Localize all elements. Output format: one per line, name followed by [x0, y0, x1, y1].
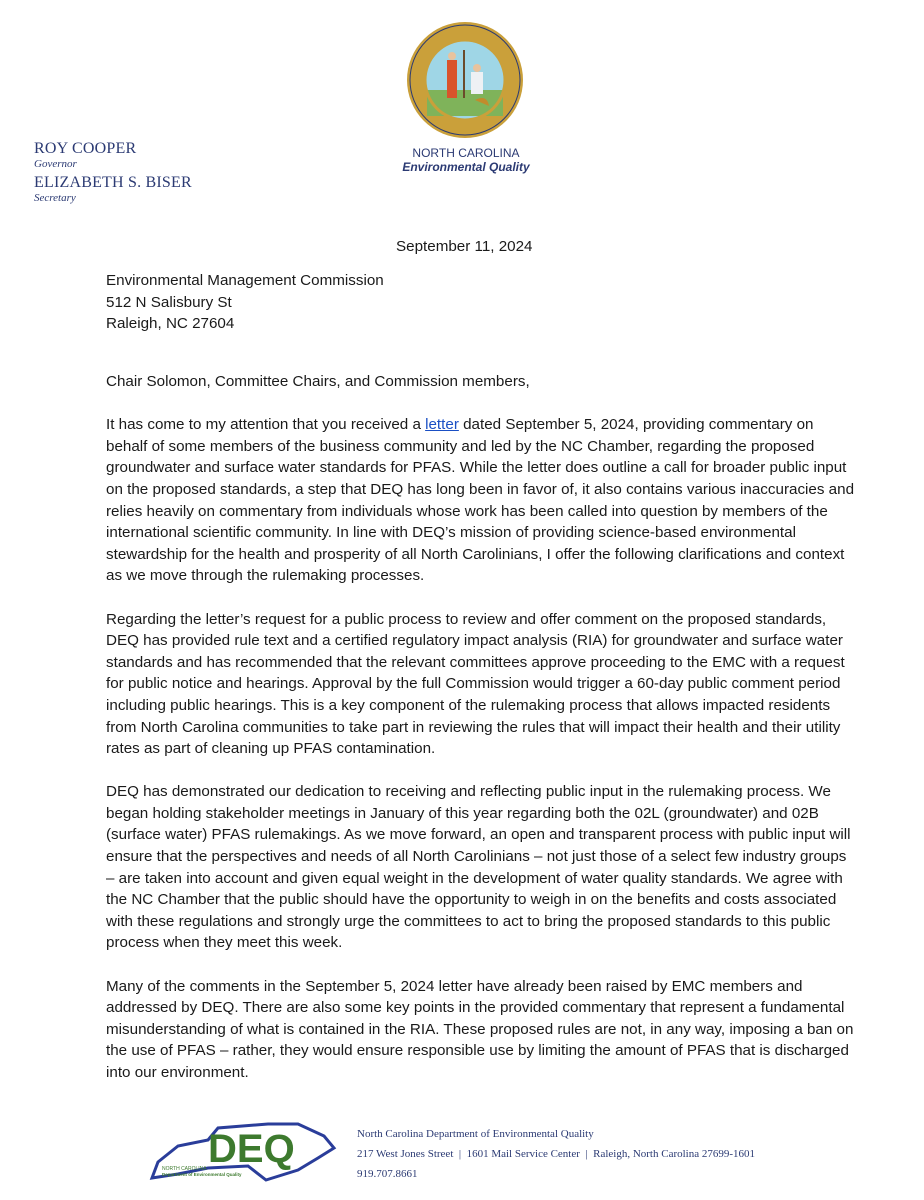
- text-line: rates as part of cleaning up PFAS contamination.: [106, 740, 436, 758]
- text: It has come to my attention that you received a: [106, 416, 426, 434]
- text-line: groundwater and surface water standards for PFAS. While the letter does outline a call for broader public input: [106, 459, 847, 477]
- secretary-name: ELIZABETH S. BISER: [34, 174, 192, 191]
- text-line: Regarding the letter’s request for a public process to review and offer comment on the proposed standards,: [106, 610, 827, 628]
- text-line: misunderstanding of what is contained in the RIA. These proposed rules are not, in any way, imposing a ban on: [106, 1020, 854, 1038]
- text-line: the NC Chamber that the public should have the opportunity to weigh in on the benefits and costs associated: [106, 891, 837, 909]
- text-line: stewardship for the health and prosperity of all North Carolinians, I offer the following clarifications and context: [106, 545, 845, 563]
- recipient-line: Environmental Management Commission: [106, 272, 384, 289]
- text-line: international scientific community. In line with DEQ’s mission of providing science-based environmental: [106, 524, 796, 542]
- letterhead-officials: [34, 140, 192, 204]
- deq-logo-icon: [148, 1118, 338, 1186]
- svg-text:NORTH CAROLINA: NORTH CAROLINA: [162, 1166, 207, 1172]
- letter-date: September 11, 2024: [396, 238, 533, 255]
- text-line: DEQ has demonstrated our dedication to receiving and reflecting public input in the rulemaking process. We: [106, 783, 831, 801]
- paragraph-2: [106, 609, 854, 760]
- text-line: relies heavily on commentary from individuals whose work has been called into question by members of the: [106, 502, 828, 520]
- footer-phone: 919.707.8661: [357, 1168, 418, 1180]
- letter-link[interactable]: letter: [425, 416, 459, 434]
- text-line: DEQ has provided rule text and a certified regulatory impact analysis (RIA) for groundwater and surface water: [106, 632, 843, 650]
- text-line: – are taken into account and given equal weight in the development of water quality standards. We agree with: [106, 869, 843, 887]
- text-line: with these regulations and strongly urge the committees to act to bring the proposed standards to this public: [106, 912, 831, 930]
- text-line: ensure that the perspectives and needs of all North Carolinians – not just those of a select few industry groups: [106, 848, 847, 866]
- recipient-address: [106, 270, 384, 335]
- text-line: behalf of some members of the business community and led by the NC Chamber, regarding the proposed: [106, 437, 815, 455]
- text-line: Many of the comments in the September 5, 2024 letter have already been raised by EMC members and: [106, 977, 803, 995]
- text-line: into our environment.: [106, 1064, 249, 1081]
- text-line: including public hearings. This is a key component of the rulemaking process that allows impacted residents: [106, 696, 831, 714]
- paragraph-4: [106, 976, 854, 1084]
- text-line: standards and has recommended that the relevant committees approve proceeding to the EMC with a request: [106, 653, 845, 671]
- text-line: on the proposed standards, a step that DEQ has long been in favor of, it also contains various inaccuracies and: [106, 480, 855, 498]
- text-line: as we move through the rulemaking processes.: [106, 567, 425, 585]
- svg-text:Department of Environmental Qu: Department of Environmental Quality: [162, 1172, 242, 1177]
- text-line: began holding stakeholder meetings in January of this year regarding both the 02L (groundwater) and 02B: [106, 804, 819, 822]
- text-line: the use of PFAS – rather, they would ensure responsible use by limiting the amount of PFAS that is discharged: [106, 1042, 849, 1060]
- logo-text: DEQ: [208, 1127, 295, 1171]
- text-line: process when they meet this week.: [106, 934, 343, 952]
- recipient-line: Raleigh, NC 27604: [106, 315, 235, 333]
- footer-contact: [357, 1124, 755, 1184]
- footer-org: North Carolina Department of Environmental Quality: [357, 1128, 594, 1140]
- paragraph-3: [106, 781, 854, 954]
- text-line: addressed by DEQ. There are also some key points in the provided commentary that represent a fundamental: [106, 999, 845, 1017]
- agency-subtitle: Environmental Quality: [402, 160, 530, 174]
- footer-address: 217 West Jones Street | 1601 Mail Service Center | Raleigh, North Carolina 27699-1601: [357, 1148, 756, 1160]
- state-seal-icon: [405, 20, 525, 140]
- governor-name: ROY COOPER: [34, 140, 137, 157]
- governor-title: Governor: [34, 158, 77, 170]
- text-line: for public notice and hearings. Approval by the full Commission would trigger a 60-day public comment period: [106, 675, 841, 693]
- text: dated September 5, 2024, providing commentary on: [458, 416, 814, 434]
- agency-name: NORTH CAROLINA: [412, 146, 520, 160]
- paragraph-1: [106, 414, 854, 587]
- letter-body: [106, 371, 854, 1105]
- secretary-title: Secretary: [34, 192, 76, 204]
- salutation: Chair Solomon, Committee Chairs, and Commission members,: [106, 373, 530, 390]
- recipient-line: 512 N Salisbury St: [106, 293, 232, 311]
- text-line: (surface water) PFAS rulemakings. As we move forward, an open and transparent process with public input will: [106, 826, 851, 844]
- text-line: from North Carolina communities to take part in reviewing the rules that will impact their health and their utility: [106, 718, 841, 736]
